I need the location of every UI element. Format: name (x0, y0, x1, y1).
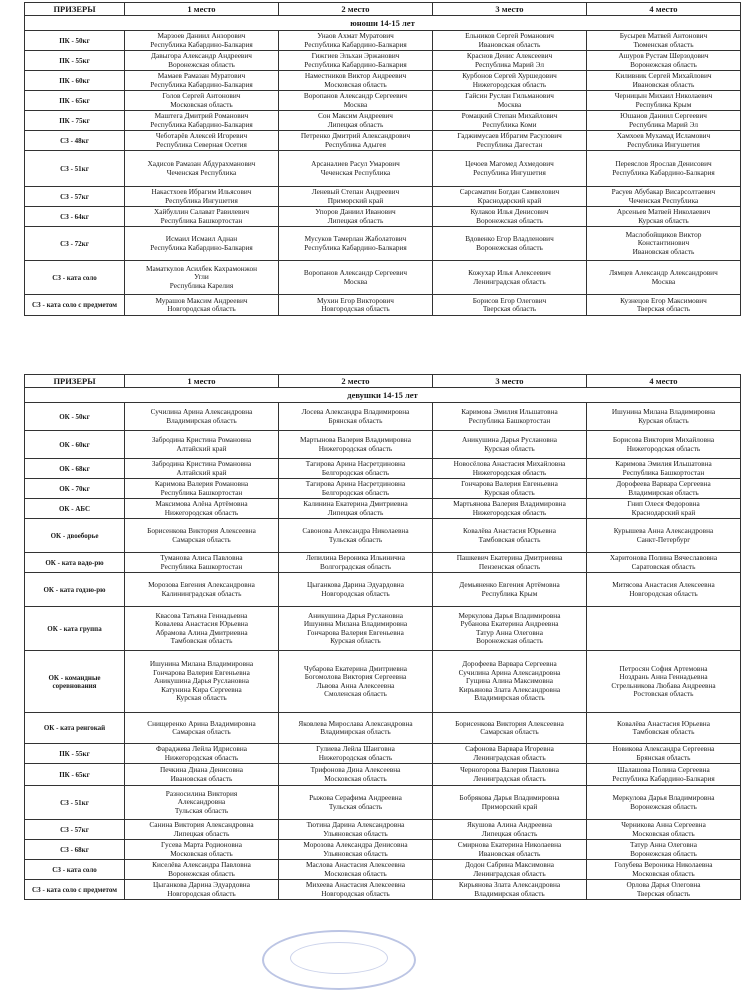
header-place-2: 2 место (279, 375, 433, 388)
place-1-cell: Мамаев Рамазан Муратович Республика Кабардино-Балкария (125, 71, 279, 91)
place-1-cell: Маштега Дмитрий Романович Республика Кабардино-Балкария (125, 111, 279, 131)
place-3-cell: Борисов Егор Олегович Тверская область (433, 295, 587, 316)
place-2-cell: Мухин Егор Викторович Новгородская область (279, 295, 433, 316)
place-1-cell: Печкина Диана Денисовна Ивановская область (125, 764, 279, 786)
table-row (25, 499, 741, 519)
place-1-cell: Каримова Валерия Романовна Республика Башкортостан (125, 479, 279, 499)
header-place-1: 1 место (125, 3, 279, 16)
place-2-cell: Леневый Степан Андреевич Приморский край (279, 187, 433, 207)
table-row (25, 860, 741, 880)
place-4-cell: Дорофеева Варвара Сергеевна Владимирская область (587, 479, 741, 499)
place-1-cell: Квасова Татьяна Геннадьевна Ковалева Анастасия Юрьевна Абрамова Алина Дмитриевна Тамбовская область (125, 607, 279, 651)
place-3-cell: Гайсин Руслан Гильманович Москва (433, 91, 587, 111)
table-row (25, 31, 741, 51)
category-cell: СЗ - 48кг (25, 131, 125, 151)
place-4-cell: Лямцев Александр Александрович Москва (587, 261, 741, 295)
table-row (25, 651, 741, 713)
place-4-cell: Борисова Виктория Михайловна Нижегородская область (587, 431, 741, 459)
table-row (25, 519, 741, 553)
place-1-cell: Забродина Кристина Романовна Алтайский край (125, 459, 279, 479)
place-3-cell: Пашкевич Екатерина Дмитриевна Пензенская область (433, 553, 587, 573)
place-1-cell: Забродина Кристина Романовна Алтайский край (125, 431, 279, 459)
place-2-cell: Мартынова Валерия Владимировна Нижегородская область (279, 431, 433, 459)
table-row (25, 51, 741, 71)
place-4-cell: Черникова Анна Сергеевна Московская область (587, 820, 741, 840)
place-3-cell: Вдовенко Егор Владленович Воронежская область (433, 227, 587, 261)
place-1-cell: Сучилина Арина Александровна Владимирская область (125, 403, 279, 431)
table-row (25, 403, 741, 431)
header-place-3: 3 место (433, 3, 587, 16)
place-2-cell: Тагирова Арина Насретдиновна Белгородская область (279, 479, 433, 499)
table-row (25, 479, 741, 499)
table-body (25, 388, 741, 900)
place-4-cell: Ковалёва Анастасия Юрьевна Тамбовская область (587, 713, 741, 744)
category-cell: СЗ - 64кг (25, 207, 125, 227)
table-row (25, 151, 741, 187)
place-4-cell: Юшанов Даниил Сергеевич Республика Марий Эл (587, 111, 741, 131)
category-cell: ПК - 55кг (25, 51, 125, 71)
place-2-cell: Сон Максим Андреевич Липецкая область (279, 111, 433, 131)
table-row (25, 459, 741, 479)
category-cell: ОК - 70кг (25, 479, 125, 499)
place-2-cell: Арсаналиев Расул Умарович Чеченская Республика (279, 151, 433, 187)
category-cell: ОК - ката годзю-рю (25, 573, 125, 607)
place-3-cell: Ковалёва Анастасия Юрьевна Тамбовская область (433, 519, 587, 553)
category-cell: ОК - 60кг (25, 431, 125, 459)
place-2-cell: Чубарова Екатерина Дмитриевна Богомолова Виктория Сергеевна Львова Анна Алексеевна Смоленская область (279, 651, 433, 713)
place-1-cell: Фараджева Лейла Идрисовна Нижегородская область (125, 744, 279, 764)
place-2-cell: Маслова Анастасия Алексеевна Московская область (279, 860, 433, 880)
category-cell: СЗ - ката соло (25, 860, 125, 880)
category-cell: ОК - 68кг (25, 459, 125, 479)
place-3-cell: Борисенкова Виктория Алексеевна Самарская область (433, 713, 587, 744)
place-3-cell: Смирнова Екатерина Николаевна Ивановская область (433, 840, 587, 860)
table-row (25, 744, 741, 764)
table-row (25, 431, 741, 459)
place-1-cell: Марзоев Даниил Анзорович Республика Кабардино-Балкария (125, 31, 279, 51)
seal-stamp-inner (290, 942, 388, 974)
category-cell: СЗ - ката соло (25, 261, 125, 295)
prize-table-boys (24, 2, 741, 316)
category-cell: ОК - ката группа (25, 607, 125, 651)
place-1-cell: Маматкулов Асилбек Кахрамонжон Угли Республика Карелия (125, 261, 279, 295)
place-2-cell: Михеева Анастасия Алексеевна Новгородская область (279, 880, 433, 900)
place-4-cell: Расуев Абубакар Висарсолтаевич Чеченская Республика (587, 187, 741, 207)
header-prizers: ПРИЗЕРЫ (25, 375, 125, 388)
place-1-cell: Хайбуллин Салават Равилевич Республика Башкортостан (125, 207, 279, 227)
category-cell: ОК - двоеборье (25, 519, 125, 553)
place-3-cell: Ельников Сергей Романович Ивановская область (433, 31, 587, 51)
place-4-cell: Курышева Анна Александровна Санкт-Петербург (587, 519, 741, 553)
place-3-cell: Кулаков Илья Денисович Воронежская область (433, 207, 587, 227)
category-cell: ОК - АБС (25, 499, 125, 519)
table-row (25, 207, 741, 227)
category-cell: СЗ - 57кг (25, 187, 125, 207)
place-3-cell: Кожухар Илья Алексеевич Ленинградская область (433, 261, 587, 295)
place-3-cell: Курбонов Сергей Хуршедович Нижегородская область (433, 71, 587, 91)
place-1-cell: Разносилина Виктория Александровна Тульская область (125, 786, 279, 820)
place-2-cell: Упоров Даниил Иванович Липецкая область (279, 207, 433, 227)
place-4-cell: Арсеньев Матвей Николаевич Курская область (587, 207, 741, 227)
place-1-cell: Давыгора Александр Андреевич Воронежская область (125, 51, 279, 71)
category-cell: СЗ - 68кг (25, 840, 125, 860)
place-2-cell: Цыганкова Дарина Эдуардовна Новгородская область (279, 573, 433, 607)
place-2-cell: Савонова Александра Николаевна Тульская область (279, 519, 433, 553)
group-title: девушки 14-15 лет (25, 388, 741, 403)
place-2-cell: Мусуков Тамерлан Жаболатович Республика Кабардино-Балкария (279, 227, 433, 261)
place-3-cell: Мартьянова Валерия Владимировна Нижегородская область (433, 499, 587, 519)
category-cell: ОК - командные соревнования (25, 651, 125, 713)
place-2-cell: Тагирова Арина Насретдиновна Белгородская область (279, 459, 433, 479)
place-4-cell: Орлова Дарья Олеговна Тверская область (587, 880, 741, 900)
place-4-cell: Шалашова Полина Сергеевна Республика Кабардино-Балкария (587, 764, 741, 786)
place-3-cell: Додон Сабрина Максимовна Ленинградская область (433, 860, 587, 880)
place-2-cell: Тютина Дарина Александровна Ульяновская область (279, 820, 433, 840)
place-1-cell: Ишунина Милана Владимировна Гончарова Валерия Евгеньевна Аникушина Дарья Руслановна Катунина Кира Сергеевна Курская область (125, 651, 279, 713)
place-3-cell: Дорофеева Варвара Сергеевна Сучилина Арина Александровна Гущина Алина Максимовна Кирьянова Злата Александровна Владимирская область (433, 651, 587, 713)
category-cell: СЗ - ката соло с предметом (25, 295, 125, 316)
place-1-cell: Киселёва Александра Павловна Воронежская область (125, 860, 279, 880)
place-1-cell: Туманова Алиса Павловна Республика Башкортостан (125, 553, 279, 573)
table-row (25, 713, 741, 744)
place-3-cell: Краснов Денис Алексеевич Республика Марий Эл (433, 51, 587, 71)
place-1-cell: Хадисов Рамазан Абдурахманович Чеченская Республика (125, 151, 279, 187)
place-4-cell: Каримова Эмилия Ильшатовна Республика Башкортостан (587, 459, 741, 479)
header-prizers: ПРИЗЕРЫ (25, 3, 125, 16)
table-row (25, 187, 741, 207)
place-1-cell: Морозова Евгения Александровна Калининградская область (125, 573, 279, 607)
place-1-cell: Максимова Алёна Артёмовна Нижегородская область (125, 499, 279, 519)
place-3-cell: Ромацкий Степан Михайлович Республика Коми (433, 111, 587, 131)
place-2-cell: Унаов Ахмат Муратович Республика Кабардино-Балкария (279, 31, 433, 51)
header-row (25, 3, 741, 16)
header-place-2: 2 место (279, 3, 433, 16)
place-4-cell: Харитонова Полина Вячеславовна Саратовская область (587, 553, 741, 573)
table-row (25, 227, 741, 261)
place-3-cell: Меркулова Дарья Владимировна Рубанова Екатерина Андреевна Татур Анна Олеговна Воронежская область (433, 607, 587, 651)
place-4-cell: Бусырев Матвей Антонович Тюменская область (587, 31, 741, 51)
category-cell: СЗ - 51кг (25, 151, 125, 187)
category-cell: СЗ - 51кг (25, 786, 125, 820)
place-4-cell: Татур Анна Олеговна Воронежская область (587, 840, 741, 860)
header-place-1: 1 место (125, 375, 279, 388)
place-4-cell: Переяслов Ярослав Денисович Республика Кабардино-Балкария (587, 151, 741, 187)
place-1-cell: Мурашов Максим Андреевич Новгородская область (125, 295, 279, 316)
group-title: юноши 14-15 лет (25, 16, 741, 31)
place-1-cell: Чеботарёв Алексей Игоревич Республика Северная Осетия (125, 131, 279, 151)
place-2-cell: Калинина Екатерина Дмитриевна Липецкая область (279, 499, 433, 519)
table-row (25, 764, 741, 786)
place-3-cell: Кирьянова Злата Александровна Владимирская область (433, 880, 587, 900)
table-row (25, 607, 741, 651)
place-2-cell: Аникушина Дарья Руслановна Ишунина Милана Владимировна Гончарова Валерия Евгеньевна Курская область (279, 607, 433, 651)
place-4-cell: Черницын Михаил Николаевич Республика Крым (587, 91, 741, 111)
place-4-cell: Меркулова Дарья Владимировна Воронежская область (587, 786, 741, 820)
prize-table-girls (24, 374, 741, 900)
table-row (25, 786, 741, 820)
table-row (25, 261, 741, 295)
place-1-cell: Цыганкова Дарина Эдуардовна Новгородская область (125, 880, 279, 900)
table-row (25, 553, 741, 573)
category-cell: ПК - 65кг (25, 91, 125, 111)
place-3-cell: Гончарова Валерия Евгеньевна Курская область (433, 479, 587, 499)
place-2-cell: Трифонова Дина Алексеевна Московская область (279, 764, 433, 786)
table-row (25, 573, 741, 607)
place-3-cell: Якушова Алина Андреевна Липецкая область (433, 820, 587, 840)
place-1-cell: Голов Сергей Антонович Московская область (125, 91, 279, 111)
header-row (25, 375, 741, 388)
table-row (25, 840, 741, 860)
header-place-4: 4 место (587, 3, 741, 16)
place-2-cell: Воропанов Александр Сергеевич Москва (279, 91, 433, 111)
table-row (25, 880, 741, 900)
place-3-cell: Демьяненко Евгения Артёмовна Республика Крым (433, 573, 587, 607)
category-cell: ОК - ката ренгокай (25, 713, 125, 744)
place-4-cell: Новикова Александра Сергеевна Брянская область (587, 744, 741, 764)
place-3-cell: Новосёлова Анастасия Михайловна Нижегородская область (433, 459, 587, 479)
place-2-cell: Рыжова Серафима Андреевна Тульская область (279, 786, 433, 820)
place-4-cell: Петросян София Артемовна Ноздрань Анна Геннадьевна Стрельникова Любава Андреевна Ростовская область (587, 651, 741, 713)
place-3-cell: Цечоев Магомед Ахмедович Республика Ингушетия (433, 151, 587, 187)
place-3-cell: Бобрякова Дарья Владимировна Приморский край (433, 786, 587, 820)
place-2-cell: Лосева Александра Владимировна Брянская область (279, 403, 433, 431)
category-cell: ПК - 50кг (25, 31, 125, 51)
place-1-cell: Снищеренко Арина Владимировна Самарская область (125, 713, 279, 744)
place-1-cell: Санина Виктория Александровна Липецкая область (125, 820, 279, 840)
place-1-cell: Накастхоев Ибрагим Ильясович Республика Ингушетия (125, 187, 279, 207)
place-1-cell: Гусева Марта Родионовна Московская область (125, 840, 279, 860)
category-cell: ПК - 75кг (25, 111, 125, 131)
place-4-cell: Митясова Анастасия Алексеевна Новгородская область (587, 573, 741, 607)
place-3-cell: Каримова Эмилия Ильшатовна Республика Башкортостан (433, 403, 587, 431)
place-2-cell: Петренко Дмитрий Александрович Республика Адыгея (279, 131, 433, 151)
place-4-cell (587, 607, 741, 651)
place-3-cell: Гаджимусаев Ибрагим Расулович Республика Дагестан (433, 131, 587, 151)
category-cell: СЗ - ката соло с предметом (25, 880, 125, 900)
category-cell: ПК - 55кг (25, 744, 125, 764)
place-1-cell: Исмаил Исмаил Аднан Республика Кабардино-Балкария (125, 227, 279, 261)
table-body (25, 16, 741, 316)
place-3-cell: Черногорова Валерия Павловна Ленинградская область (433, 764, 587, 786)
table-row (25, 295, 741, 316)
category-cell: СЗ - 72кг (25, 227, 125, 261)
place-2-cell: Воропанов Александр Сергеевич Москва (279, 261, 433, 295)
category-cell: ПК - 65кг (25, 764, 125, 786)
header-place-4: 4 место (587, 375, 741, 388)
place-2-cell: Наместников Виктор Андреевич Московская область (279, 71, 433, 91)
place-4-cell: Маслобойщиков Виктор Константинович Ивановская область (587, 227, 741, 261)
table-row (25, 91, 741, 111)
table-row (25, 71, 741, 91)
place-4-cell: Гнип Олеся Федоровна Краснодарский край (587, 499, 741, 519)
category-cell: ПК - 60кг (25, 71, 125, 91)
category-cell: ОК - 50кг (25, 403, 125, 431)
header-place-3: 3 место (433, 375, 587, 388)
group-row (25, 388, 741, 403)
place-2-cell: Яковлева Мирослава Александровна Владимирская область (279, 713, 433, 744)
place-3-cell: Сафонова Варвара Игоревна Ленинградская область (433, 744, 587, 764)
place-1-cell: Борисенкова Виктория Алексеевна Самарская область (125, 519, 279, 553)
category-cell: ОК - ката вадо-рю (25, 553, 125, 573)
table-row (25, 820, 741, 840)
place-2-cell: Морозова Александра Денисовна Ульяновская область (279, 840, 433, 860)
place-2-cell: Лепилина Вероника Ильинична Волгоградская область (279, 553, 433, 573)
place-2-cell: Гижгиев Эльхан Эржанович Республика Кабардино-Балкария (279, 51, 433, 71)
place-2-cell: Гулиева Лейла Шаиговна Нижегородская область (279, 744, 433, 764)
place-4-cell: Хамхоев Мухамад Исламович Республика Ингушетия (587, 131, 741, 151)
place-4-cell: Киливник Сергей Михайлович Ивановская область (587, 71, 741, 91)
place-3-cell: Сарсаматин Богдан Самвелович Краснодарский край (433, 187, 587, 207)
table-row (25, 131, 741, 151)
place-4-cell: Голубева Вероника Николаевна Московская область (587, 860, 741, 880)
category-cell: СЗ - 57кг (25, 820, 125, 840)
group-row (25, 16, 741, 31)
place-4-cell: Ишунина Милана Владимировна Курская область (587, 403, 741, 431)
place-4-cell: Ашуров Рустам Шерзодович Воронежская область (587, 51, 741, 71)
place-3-cell: Аникушина Дарья Руслановна Курская область (433, 431, 587, 459)
place-4-cell: Кузнецов Егор Максимович Тверская область (587, 295, 741, 316)
table-row (25, 111, 741, 131)
